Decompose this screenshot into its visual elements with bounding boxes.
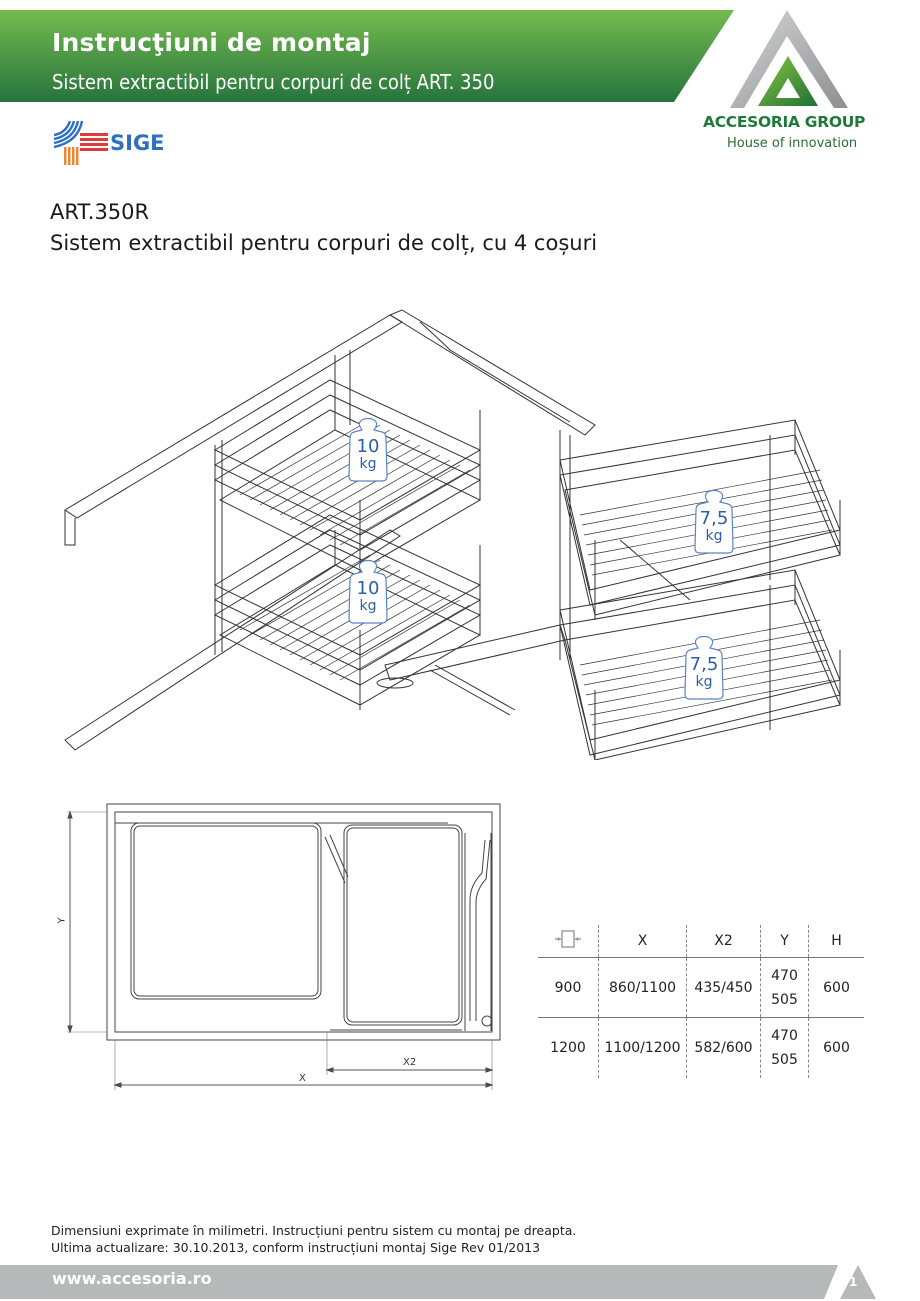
company-name: ACCESORIA GROUP — [703, 113, 866, 131]
cell-x: 860/1100 — [599, 958, 687, 1018]
cell-h: 600 — [809, 958, 865, 1018]
load-badge-lower-right: 7,5 kg — [682, 636, 726, 700]
load-badge-upper-left: 10 kg — [346, 418, 390, 482]
document-title: Instrucţiuni de montaj — [52, 28, 371, 57]
cell-h: 600 — [809, 1018, 865, 1078]
company-tagline: House of innovation — [727, 136, 858, 151]
corner-basket-drawing — [50, 300, 870, 760]
load-badge-lower-left: 10 kg — [346, 560, 390, 624]
page-number: 1 — [849, 1275, 858, 1289]
footnotes — [51, 1222, 576, 1256]
column-header-cabinet-width — [538, 925, 599, 958]
product-illustration — [50, 300, 870, 760]
cabinet-plan-drawing — [50, 795, 510, 1095]
column-header-h: H — [809, 925, 865, 958]
website-link[interactable]: www.accesoria.ro — [52, 1269, 212, 1288]
table-row — [538, 958, 864, 1018]
product-code: ART.350R — [50, 200, 150, 224]
dimension-y-label: Y — [56, 917, 68, 924]
cabinet-width-icon — [553, 929, 583, 949]
cell-y: 470 505 — [761, 958, 809, 1018]
plan-view-drawing — [50, 795, 510, 1095]
note-revision: Ultima actualizare: 30.10.2013, conform instrucțiuni montaj Sige Rev 01/2013 — [51, 1240, 541, 1255]
cell-y: 470 505 — [761, 1018, 809, 1078]
product-description: Sistem extractibil pentru corpuri de colț, cu 4 coșuri — [50, 231, 598, 255]
document-subtitle: Sistem extractibil pentru corpuri de colț ART. 350 — [52, 70, 495, 94]
sige-logo-icon — [50, 117, 200, 167]
load-badge-upper-right: 7,5 kg — [692, 490, 736, 554]
cell-width: 900 — [554, 979, 582, 996]
cell-x: 1100/1200 — [599, 1018, 687, 1078]
note-units: Dimensiuni exprimate în milimetri. Instrucțiuni pentru sistem cu montaj pe dreapta. — [51, 1223, 577, 1238]
table-header-row — [538, 925, 864, 958]
cell-x2: 435/450 — [687, 958, 761, 1018]
dimensions-table — [538, 925, 864, 1078]
column-header-x: X — [599, 925, 687, 958]
column-header-x2: X2 — [687, 925, 761, 958]
header-banner — [0, 10, 740, 102]
dimension-x-label: X — [299, 1073, 306, 1084]
dimension-x2-label: X2 — [403, 1057, 417, 1068]
cell-x2: 582/600 — [687, 1018, 761, 1078]
column-header-y: Y — [761, 925, 809, 958]
sige-wordmark: SIGE — [110, 131, 165, 155]
cell-width: 1200 — [550, 1039, 586, 1056]
table-row — [538, 1018, 864, 1078]
